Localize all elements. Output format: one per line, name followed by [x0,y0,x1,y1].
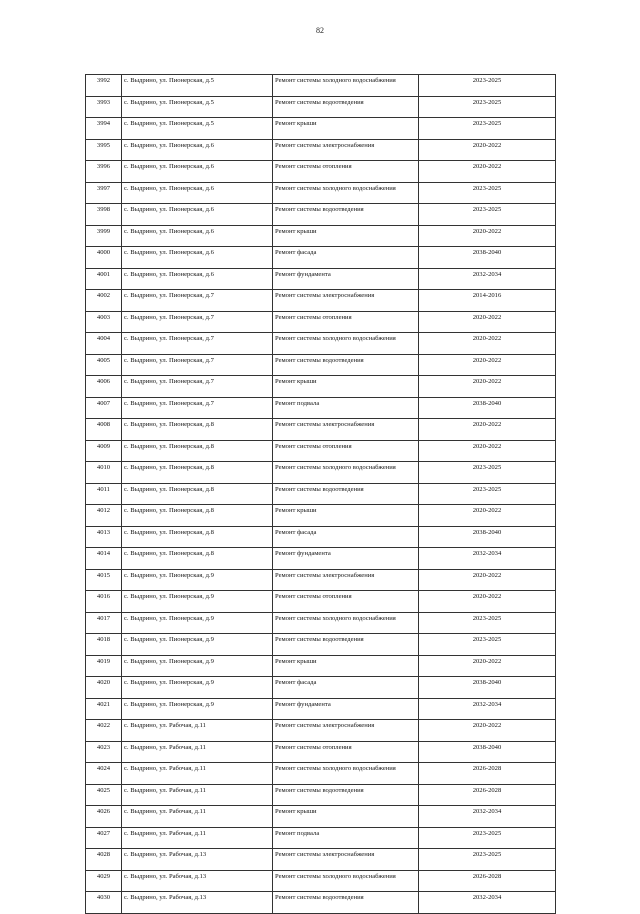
row-address: с. Выдрино, ул. Рабочая, д.13 [122,892,273,914]
row-number: 4008 [86,419,122,441]
row-work-type: Ремонт крыши [273,376,419,398]
row-period: 2023-2025 [419,612,556,634]
row-work-type: Ремонт системы холодного водоснабжения [273,870,419,892]
row-address: с. Выдрино, ул. Пионерская, д.7 [122,311,273,333]
row-address: с. Выдрино, ул. Пионерская, д.7 [122,376,273,398]
row-number: 4010 [86,462,122,484]
row-address: с. Выдрино, ул. Пионерская, д.8 [122,548,273,570]
row-work-type: Ремонт фасада [273,247,419,269]
row-number: 4019 [86,655,122,677]
row-address: с. Выдрино, ул. Пионерская, д.7 [122,333,273,355]
row-address: с. Выдрино, ул. Пионерская, д.6 [122,204,273,226]
row-address: с. Выдрино, ул. Пионерская, д.6 [122,182,273,204]
table-row [86,161,556,183]
row-number: 4020 [86,677,122,699]
row-period: 2032-2034 [419,698,556,720]
row-period: 2023-2025 [419,96,556,118]
table-row [86,892,556,914]
row-number: 4026 [86,806,122,828]
row-period: 2023-2025 [419,827,556,849]
page-number: 82 [316,26,324,35]
table-row [86,290,556,312]
table-row [86,247,556,269]
row-address: с. Выдрино, ул. Рабочая, д.11 [122,784,273,806]
row-period: 2020-2022 [419,225,556,247]
row-address: с. Выдрино, ул. Пионерская, д.9 [122,698,273,720]
row-address: с. Выдрино, ул. Пионерская, д.9 [122,569,273,591]
row-work-type: Ремонт крыши [273,225,419,247]
table-row [86,75,556,97]
row-number: 4006 [86,376,122,398]
row-address: с. Выдрино, ул. Рабочая, д.11 [122,763,273,785]
row-period: 2038-2040 [419,397,556,419]
row-work-type: Ремонт фасада [273,677,419,699]
row-work-type: Ремонт системы холодного водоснабжения [273,612,419,634]
row-work-type: Ремонт системы электроснабжения [273,139,419,161]
row-work-type: Ремонт системы отопления [273,161,419,183]
row-period: 2023-2025 [419,75,556,97]
row-period: 2032-2034 [419,806,556,828]
row-number: 4022 [86,720,122,742]
row-address: с. Выдрино, ул. Рабочая, д.11 [122,806,273,828]
row-address: с. Выдрино, ул. Пионерская, д.7 [122,397,273,419]
row-work-type: Ремонт фасада [273,526,419,548]
row-work-type: Ремонт системы отопления [273,591,419,613]
row-period: 2026-2028 [419,784,556,806]
row-number: 4011 [86,483,122,505]
row-address: с. Выдрино, ул. Рабочая, д.13 [122,849,273,871]
row-number: 4014 [86,548,122,570]
row-work-type: Ремонт системы холодного водоснабжения [273,75,419,97]
row-address: с. Выдрино, ул. Пионерская, д.7 [122,290,273,312]
row-period: 2023-2025 [419,182,556,204]
row-period: 2038-2040 [419,741,556,763]
table-row [86,268,556,290]
table-row [86,462,556,484]
row-period: 2038-2040 [419,247,556,269]
table-row [86,419,556,441]
row-work-type: Ремонт системы холодного водоснабжения [273,333,419,355]
row-period: 2020-2022 [419,311,556,333]
row-period: 2026-2028 [419,763,556,785]
row-period: 2032-2034 [419,892,556,914]
row-work-type: Ремонт подвала [273,397,419,419]
row-number: 4017 [86,612,122,634]
row-address: с. Выдрино, ул. Пионерская, д.5 [122,96,273,118]
row-work-type: Ремонт системы водоотведения [273,354,419,376]
row-period: 2023-2025 [419,634,556,656]
row-work-type: Ремонт системы водоотведения [273,483,419,505]
table-row [86,741,556,763]
row-work-type: Ремонт фундамента [273,548,419,570]
row-number: 4002 [86,290,122,312]
table-row [86,806,556,828]
works-table-body [86,75,556,914]
row-work-type: Ремонт системы водоотведения [273,204,419,226]
table-row [86,612,556,634]
row-period: 2026-2028 [419,870,556,892]
table-row [86,548,556,570]
row-number: 4016 [86,591,122,613]
row-number: 4021 [86,698,122,720]
row-period: 2020-2022 [419,419,556,441]
row-period: 2020-2022 [419,569,556,591]
row-number: 3992 [86,75,122,97]
row-number: 3993 [86,96,122,118]
row-period: 2020-2022 [419,591,556,613]
row-work-type: Ремонт системы водоотведения [273,634,419,656]
row-address: с. Выдрино, ул. Пионерская, д.6 [122,247,273,269]
table-row [86,333,556,355]
row-period: 2020-2022 [419,655,556,677]
row-period: 2032-2034 [419,268,556,290]
table-row [86,354,556,376]
row-period: 2023-2025 [419,483,556,505]
row-address: с. Выдрино, ул. Пионерская, д.8 [122,419,273,441]
row-period: 2023-2025 [419,204,556,226]
row-address: с. Выдрино, ул. Пионерская, д.8 [122,526,273,548]
row-address: с. Выдрино, ул. Пионерская, д.8 [122,462,273,484]
row-work-type: Ремонт подвала [273,827,419,849]
row-work-type: Ремонт системы электроснабжения [273,849,419,871]
table-row [86,139,556,161]
row-number: 4025 [86,784,122,806]
table-row [86,96,556,118]
table-row [86,849,556,871]
row-address: с. Выдрино, ул. Пионерская, д.9 [122,591,273,613]
row-number: 4023 [86,741,122,763]
table-row [86,311,556,333]
row-address: с. Выдрино, ул. Рабочая, д.11 [122,720,273,742]
table-row [86,591,556,613]
row-work-type: Ремонт системы холодного водоснабжения [273,462,419,484]
row-address: с. Выдрино, ул. Пионерская, д.5 [122,118,273,140]
row-period: 2023-2025 [419,849,556,871]
row-number: 4012 [86,505,122,527]
table-row [86,376,556,398]
table-row [86,827,556,849]
row-address: с. Выдрино, ул. Пионерская, д.6 [122,225,273,247]
row-number: 3998 [86,204,122,226]
table-row [86,677,556,699]
row-work-type: Ремонт системы отопления [273,741,419,763]
row-period: 2020-2022 [419,376,556,398]
row-address: с. Выдрино, ул. Пионерская, д.9 [122,612,273,634]
row-period: 2020-2022 [419,505,556,527]
row-address: с. Выдрино, ул. Пионерская, д.6 [122,268,273,290]
row-address: с. Выдрино, ул. Пионерская, д.5 [122,75,273,97]
works-table [85,74,556,914]
row-address: с. Выдрино, ул. Пионерская, д.9 [122,677,273,699]
row-number: 3994 [86,118,122,140]
row-number: 3997 [86,182,122,204]
row-address: с. Выдрино, ул. Пионерская, д.7 [122,354,273,376]
row-number: 4013 [86,526,122,548]
table-row [86,440,556,462]
row-number: 4015 [86,569,122,591]
row-number: 4027 [86,827,122,849]
table-row [86,634,556,656]
row-number: 3995 [86,139,122,161]
row-work-type: Ремонт фундамента [273,268,419,290]
table-row [86,763,556,785]
row-address: с. Выдрино, ул. Рабочая, д.13 [122,870,273,892]
row-work-type: Ремонт системы отопления [273,440,419,462]
table-row [86,225,556,247]
table-row [86,526,556,548]
row-period: 2038-2040 [419,677,556,699]
table-row [86,569,556,591]
row-period: 2020-2022 [419,161,556,183]
row-work-type: Ремонт системы холодного водоснабжения [273,763,419,785]
row-number: 4024 [86,763,122,785]
row-number: 4005 [86,354,122,376]
table-row [86,505,556,527]
row-address: с. Выдрино, ул. Рабочая, д.11 [122,741,273,763]
row-address: с. Выдрино, ул. Пионерская, д.6 [122,139,273,161]
row-period: 2032-2034 [419,548,556,570]
row-address: с. Выдрино, ул. Пионерская, д.8 [122,440,273,462]
row-work-type: Ремонт системы отопления [273,311,419,333]
row-period: 2014-2016 [419,290,556,312]
row-period: 2023-2025 [419,118,556,140]
row-period: 2038-2040 [419,526,556,548]
row-number: 4003 [86,311,122,333]
row-number: 4000 [86,247,122,269]
row-address: с. Выдрино, ул. Пионерская, д.9 [122,655,273,677]
row-number: 4030 [86,892,122,914]
row-period: 2020-2022 [419,440,556,462]
row-period: 2020-2022 [419,720,556,742]
row-period: 2020-2022 [419,354,556,376]
row-address: с. Выдрино, ул. Пионерская, д.6 [122,161,273,183]
row-number: 4007 [86,397,122,419]
row-work-type: Ремонт системы электроснабжения [273,720,419,742]
row-work-type: Ремонт системы электроснабжения [273,569,419,591]
row-work-type: Ремонт системы водоотведения [273,784,419,806]
row-period: 2020-2022 [419,139,556,161]
table-row [86,118,556,140]
row-work-type: Ремонт системы электроснабжения [273,290,419,312]
table-row [86,204,556,226]
row-work-type: Ремонт крыши [273,118,419,140]
row-period: 2023-2025 [419,462,556,484]
row-address: с. Выдрино, ул. Пионерская, д.8 [122,483,273,505]
row-address: с. Выдрино, ул. Пионерская, д.8 [122,505,273,527]
row-number: 4004 [86,333,122,355]
table-row [86,784,556,806]
row-number: 4001 [86,268,122,290]
table-row [86,698,556,720]
row-work-type: Ремонт системы электроснабжения [273,419,419,441]
row-work-type: Ремонт системы водоотведения [273,96,419,118]
row-work-type: Ремонт фундамента [273,698,419,720]
table-row [86,483,556,505]
table-row [86,870,556,892]
row-work-type: Ремонт крыши [273,505,419,527]
row-number: 3999 [86,225,122,247]
row-address: с. Выдрино, ул. Рабочая, д.11 [122,827,273,849]
table-row [86,720,556,742]
row-number: 3996 [86,161,122,183]
table-row [86,397,556,419]
row-work-type: Ремонт системы водоотведения [273,892,419,914]
row-period: 2020-2022 [419,333,556,355]
row-number: 4009 [86,440,122,462]
row-work-type: Ремонт крыши [273,806,419,828]
row-work-type: Ремонт крыши [273,655,419,677]
row-number: 4028 [86,849,122,871]
row-work-type: Ремонт системы холодного водоснабжения [273,182,419,204]
row-number: 4018 [86,634,122,656]
row-number: 4029 [86,870,122,892]
table-row [86,655,556,677]
table-row [86,182,556,204]
row-address: с. Выдрино, ул. Пионерская, д.9 [122,634,273,656]
